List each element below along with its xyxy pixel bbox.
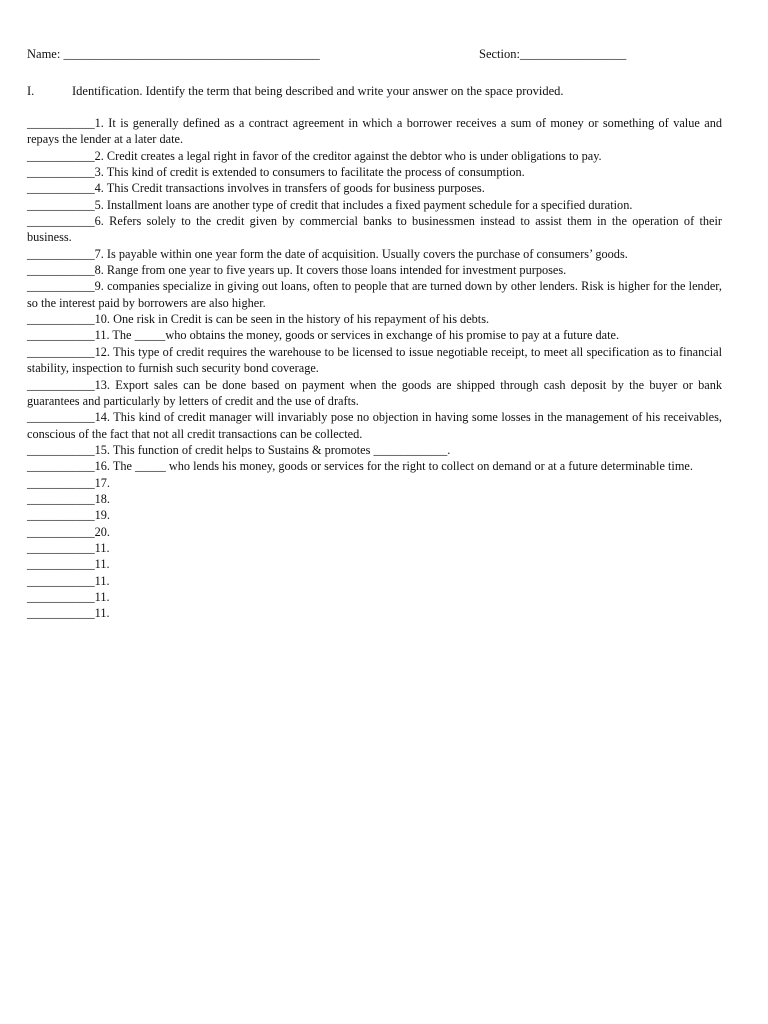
question-list	[27, 115, 722, 622]
question-item: ___________11.	[27, 606, 110, 621]
question-item: ___________10. One risk in Credit is can be seen in the history of his repayment of his debts.	[27, 312, 490, 327]
instructions	[27, 83, 722, 99]
question-item: ___________17.	[27, 475, 111, 490]
question-item: ___________13. Export sales can be done based on payment when the goods are shipped through cash deposit by the buyer or bank guarantees and particularly by letters of credit and the use of drafts.	[27, 377, 722, 408]
question-item: ___________18.	[27, 491, 111, 506]
question-item: ___________12. This type of credit requires the warehouse to be licensed to issue negotiable receipt, to meet all specification as to financial stability, inspection to furnish such security bond coverage.	[27, 344, 722, 376]
question-item: ___________19.	[27, 508, 111, 523]
question-item: ___________4. This Credit transactions involves in transfers of goods for business purposes.	[27, 181, 485, 196]
question-item: ___________11.	[27, 540, 110, 555]
question-item: ___________7. Is payable within one year form the date of acquisition. Usually covers the purchase of consumers’ goods.	[27, 246, 628, 261]
question-item: ___________6. Refers solely to the credit given by commercial banks to businessmen instead to assist them in the operation of their business.	[27, 214, 722, 245]
question-item: ___________11. The _____who obtains the money, goods or services in exchange of his promise to pay at a future date.	[27, 328, 620, 343]
question-item: ___________15. This function of credit helps to Sustains & promotes ____________.	[27, 442, 451, 457]
question-item: ___________11.	[27, 557, 110, 572]
name-field-label: Name: _________________________________________	[27, 47, 320, 61]
question-item: ___________11.	[27, 589, 110, 604]
question-item: ___________11.	[27, 573, 110, 588]
question-item: ___________14. This kind of credit manager will invariably pose no objection in having some losses in the management of his receivables, conscious of the fact that not all credit transactions can be collected.	[27, 410, 722, 441]
question-item: ___________16. The _____ who lends his money, goods or services for the right to collect on demand or at a future determinable time.	[27, 459, 693, 474]
question-item: ___________2. Credit creates a legal right in favor of the creditor against the debtor who is under obligations to pay.	[27, 148, 602, 163]
instructions-text: Identification. Identify the term that being described and write your answer on the space provided.	[72, 84, 564, 98]
question-item: ___________3. This kind of credit is extended to consumers to facilitate the process of consumption.	[27, 165, 525, 180]
question-item: ___________5. Installment loans are another type of credit that includes a fixed payment schedule for a specified duration.	[27, 197, 633, 212]
question-item: ___________8. Range from one year to five years up. It covers those loans intended for investment purposes.	[27, 263, 567, 278]
part-number: I.	[27, 84, 35, 98]
question-item: ___________9. companies specialize in giving out loans, often to people that are turned down by other lenders. Risk is higher for the lender, so the interest paid by borrowers are also higher.	[27, 279, 722, 310]
section-field-label: Section:_________________	[479, 47, 627, 61]
question-item: ___________20.	[27, 524, 111, 539]
question-item: ___________1. It is generally defined as a contract agreement in which a borrower receives a sum of money or something of value and repays the lender at a later date.	[27, 116, 722, 147]
